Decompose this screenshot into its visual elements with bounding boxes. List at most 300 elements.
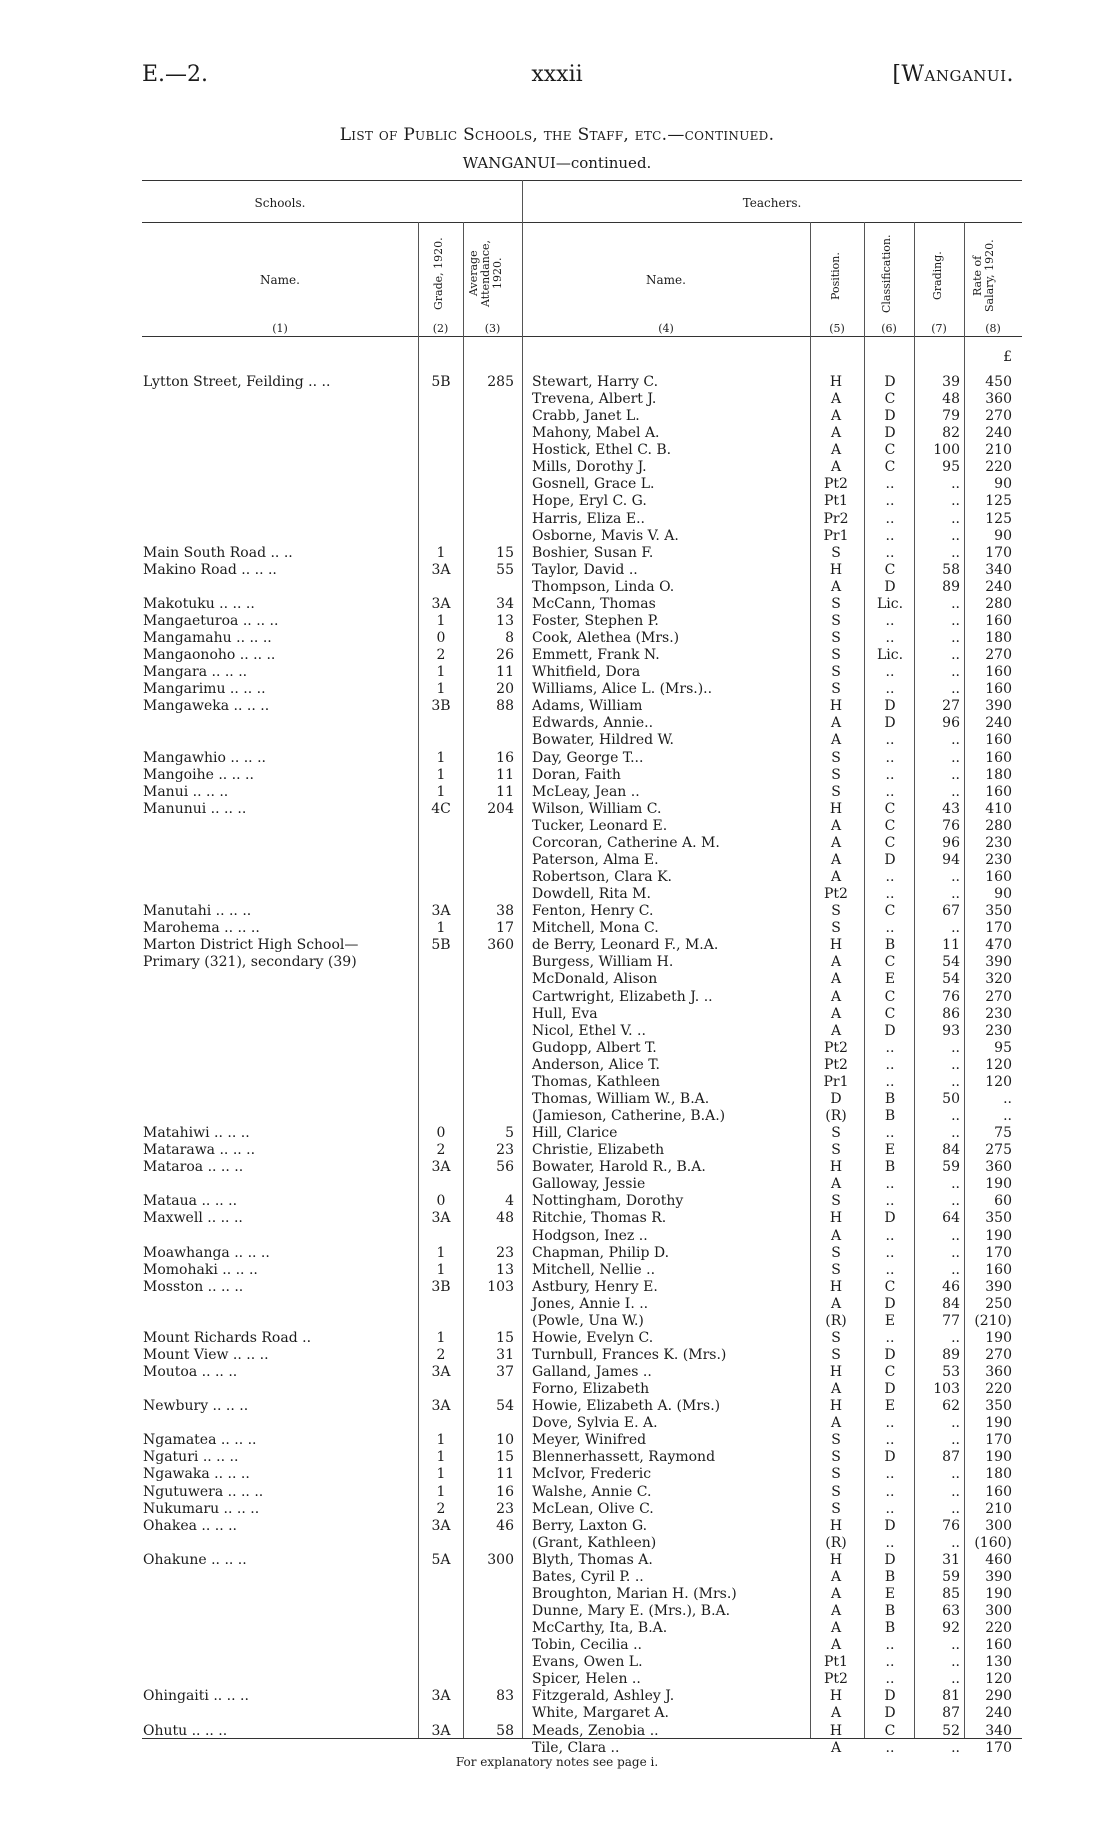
teacher-position: A	[830, 1228, 842, 1244]
teacher-classification: ..	[885, 1484, 895, 1500]
teacher-salary: 90	[994, 886, 1012, 902]
teacher-salary: 170	[985, 545, 1012, 561]
teacher-grading: 94	[942, 852, 960, 868]
teacher-grading: 84	[942, 1142, 960, 1158]
teacher-classification: ..	[885, 1193, 895, 1209]
teacher-grading: ..	[951, 493, 960, 509]
teacher-salary: 270	[985, 1347, 1012, 1363]
school-grade: 3B	[431, 698, 451, 714]
school-attendance: 13	[496, 613, 514, 629]
teacher-salary: 120	[985, 1671, 1012, 1687]
teacher-name: Robertson, Clara K.	[532, 869, 672, 885]
teacher-salary: 160	[985, 681, 1012, 697]
teacher-classification: E	[884, 1398, 896, 1414]
table-row	[0, 1364, 1114, 1381]
table-row	[0, 528, 1114, 545]
teacher-classification: ..	[885, 1262, 895, 1278]
table-row	[0, 1006, 1114, 1023]
teacher-salary: 270	[985, 989, 1012, 1005]
teacher-position: A	[830, 1023, 842, 1039]
table-row	[0, 903, 1114, 920]
teacher-classification: ..	[885, 1228, 895, 1244]
table-row	[0, 1484, 1114, 1501]
teacher-position: A	[830, 1586, 842, 1602]
table-row	[0, 1125, 1114, 1142]
header-bottom-rule	[142, 336, 1022, 337]
school-name: Mount Richards Road ..	[143, 1330, 312, 1346]
teacher-grading: ..	[951, 1654, 960, 1670]
teacher-name: (Grant, Kathleen)	[532, 1535, 657, 1551]
school-attendance: 17	[496, 920, 514, 936]
teacher-salary: 270	[985, 647, 1012, 663]
school-grade: 0	[436, 630, 446, 646]
school-grade: 1	[436, 1262, 446, 1278]
teacher-grading: ..	[951, 528, 960, 544]
teacher-name: Paterson, Alma E.	[532, 852, 659, 868]
teacher-classification: C	[884, 442, 896, 458]
teacher-grading: 59	[942, 1159, 960, 1175]
teacher-position: H	[829, 937, 843, 953]
teacher-salary: 75	[994, 1125, 1012, 1141]
school-attendance: 34	[496, 596, 514, 612]
school-attendance: 4	[505, 1193, 514, 1209]
teacher-position: A	[830, 1006, 842, 1022]
teacher-name: Osborne, Mavis V. A.	[532, 528, 679, 544]
teacher-salary: 360	[985, 391, 1012, 407]
teacher-name: Hill, Clarice	[532, 1125, 618, 1141]
teacher-salary: 170	[985, 920, 1012, 936]
school-name: Nukumaru .. .. ..	[143, 1501, 260, 1517]
table-row	[0, 784, 1114, 801]
table-row	[0, 1432, 1114, 1449]
table-row	[0, 1091, 1114, 1108]
school-name: Ngutuwera .. .. ..	[143, 1484, 264, 1500]
teacher-name: Foster, Stephen P.	[532, 613, 659, 629]
school-grade: 3A	[431, 1398, 451, 1414]
school-attendance: 46	[496, 1518, 514, 1534]
teacher-salary: 410	[985, 801, 1012, 817]
school-grade: 3A	[431, 596, 451, 612]
teacher-classification: B	[884, 1620, 896, 1636]
school-name: Mangaonoho .. .. ..	[143, 647, 276, 663]
school-name: Makotuku .. .. ..	[143, 596, 255, 612]
school-grade: 2	[436, 1142, 446, 1158]
school-grade: 1	[436, 613, 446, 629]
teacher-name: Evans, Owen L.	[532, 1654, 643, 1670]
teacher-name: Mills, Dorothy J.	[532, 459, 647, 475]
school-name: Ohutu .. .. ..	[143, 1723, 228, 1739]
schools-group-header: Schools.	[254, 196, 306, 210]
school-grade: 0	[436, 1125, 446, 1141]
teacher-salary: 60	[994, 1193, 1012, 1209]
teacher-salary: 170	[985, 1740, 1012, 1756]
table-row	[0, 1586, 1114, 1603]
teacher-classification: C	[884, 835, 896, 851]
school-attendance: 56	[496, 1159, 514, 1175]
teacher-salary: 450	[985, 374, 1012, 390]
teacher-name: Berry, Laxton G.	[532, 1518, 648, 1534]
col-number-4: (4)	[658, 322, 674, 335]
table-row	[0, 545, 1114, 562]
teacher-name: Anderson, Alice T.	[532, 1057, 660, 1073]
teacher-grading: ..	[951, 1125, 960, 1141]
school-name: Ohingaiti .. .. ..	[143, 1688, 249, 1704]
teacher-grading: 76	[942, 818, 960, 834]
teacher-grading: 84	[942, 1296, 960, 1312]
teacher-name: Tucker, Leonard E.	[532, 818, 668, 834]
teacher-salary: 190	[985, 1586, 1012, 1602]
teacher-name: White, Margaret A.	[532, 1705, 669, 1721]
teacher-salary: 250	[985, 1296, 1012, 1312]
school-name: Momohaki .. .. ..	[143, 1262, 258, 1278]
teacher-grading: 54	[942, 971, 960, 987]
school-grade: 1	[436, 1245, 446, 1261]
teacher-classification: ..	[885, 1466, 895, 1482]
teacher-classification: D	[884, 1518, 896, 1534]
group-header-rule	[142, 222, 1022, 223]
school-name: Ohakune .. .. ..	[143, 1552, 247, 1568]
teacher-position: A	[830, 989, 842, 1005]
teacher-classification: D	[884, 1210, 896, 1226]
teacher-name: Gudopp, Albert T.	[532, 1040, 657, 1056]
teacher-classification: ..	[885, 1176, 895, 1192]
teacher-grading: ..	[951, 1040, 960, 1056]
teacher-position: S	[831, 664, 841, 680]
teacher-name: Howie, Evelyn C.	[532, 1330, 654, 1346]
teacher-salary: 95	[994, 1040, 1012, 1056]
teacher-position: H	[829, 698, 843, 714]
teacher-name: Wilson, William C.	[532, 801, 662, 817]
teacher-salary: 350	[985, 1210, 1012, 1226]
teacher-classification: ..	[885, 1074, 895, 1090]
teacher-salary: 90	[994, 476, 1012, 492]
teacher-classification: ..	[885, 1245, 895, 1261]
school-grade: 1	[436, 767, 446, 783]
teacher-name: Hope, Eryl C. G.	[532, 493, 647, 509]
teacher-grading: ..	[951, 869, 960, 885]
school-attendance: 31	[496, 1347, 514, 1363]
teacher-salary: 320	[985, 971, 1012, 987]
teacher-position: A	[830, 1705, 842, 1721]
table-row	[0, 664, 1114, 681]
school-name: Mangara .. .. ..	[143, 664, 248, 680]
teacher-salary: 220	[985, 1381, 1012, 1397]
teacher-classification: C	[884, 1006, 896, 1022]
grade-header: Grade, 1920.	[432, 237, 445, 311]
teacher-salary: 300	[985, 1603, 1012, 1619]
page-identifier: E.—2.	[142, 62, 209, 87]
teacher-position: S	[831, 545, 841, 561]
teacher-name: Nottingham, Dorothy	[532, 1193, 684, 1209]
teacher-classification: ..	[885, 681, 895, 697]
teacher-classification: C	[884, 1364, 896, 1380]
teacher-salary: 460	[985, 1552, 1012, 1568]
teacher-name: Adams, William	[532, 698, 643, 714]
teacher-classification: C	[884, 818, 896, 834]
teacher-name: McLeay, Jean ..	[532, 784, 640, 800]
teacher-grading: 76	[942, 989, 960, 1005]
page-number: xxxii	[531, 62, 583, 87]
school-grade: 3A	[431, 1159, 451, 1175]
teacher-classification: ..	[885, 750, 895, 766]
table-row	[0, 1552, 1114, 1569]
teacher-name: Mitchell, Nellie ..	[532, 1262, 656, 1278]
table-row	[0, 1330, 1114, 1347]
table-row	[0, 1023, 1114, 1040]
teacher-classification: ..	[885, 1415, 895, 1431]
teacher-salary: ..	[1003, 1091, 1012, 1107]
table-row	[0, 681, 1114, 698]
teacher-salary: 220	[985, 459, 1012, 475]
teacher-classification: ..	[885, 784, 895, 800]
table-row	[0, 1518, 1114, 1535]
teacher-grading: 31	[942, 1552, 960, 1568]
table-row	[0, 1142, 1114, 1159]
teacher-name: Dove, Sylvia E. A.	[532, 1415, 658, 1431]
school-grade: 1	[436, 1449, 446, 1465]
teacher-grading: ..	[951, 1501, 960, 1517]
teacher-grading: ..	[951, 1057, 960, 1073]
table-row	[0, 1176, 1114, 1193]
teacher-position: Pt2	[824, 476, 848, 492]
teacher-classification: C	[884, 1723, 896, 1739]
teacher-name: Day, George T...	[532, 750, 644, 766]
teacher-grading: 79	[942, 408, 960, 424]
teacher-position: Pt1	[824, 1654, 848, 1670]
teacher-classification: B	[884, 1159, 896, 1175]
table-row	[0, 1398, 1114, 1415]
table-row	[0, 1040, 1114, 1057]
teacher-grading: ..	[951, 1330, 960, 1346]
school-attendance: 55	[496, 562, 514, 578]
teacher-classification: B	[884, 1569, 896, 1585]
teacher-position: A	[830, 732, 842, 748]
teacher-salary: 360	[985, 1364, 1012, 1380]
school-attendance: 5	[505, 1125, 514, 1141]
teacher-position: A	[830, 971, 842, 987]
teacher-position: A	[830, 579, 842, 595]
school-name-header: Name.	[260, 273, 300, 287]
teacher-position: A	[830, 835, 842, 851]
school-attendance: 38	[496, 903, 514, 919]
teacher-name: Thompson, Linda O.	[532, 579, 675, 595]
teacher-grading: 89	[942, 579, 960, 595]
school-grade: 1	[436, 750, 446, 766]
teacher-grading: 52	[942, 1723, 960, 1739]
teacher-salary: 350	[985, 903, 1012, 919]
teacher-classification: C	[884, 562, 896, 578]
teacher-name: Dowdell, Rita M.	[532, 886, 651, 902]
teacher-salary: 170	[985, 1245, 1012, 1261]
table-row	[0, 715, 1114, 732]
teacher-classification: ..	[885, 1654, 895, 1670]
teacher-salary: 280	[985, 818, 1012, 834]
table-row	[0, 442, 1114, 459]
teacher-salary: 240	[985, 715, 1012, 731]
teacher-classification: C	[884, 801, 896, 817]
school-attendance: 11	[496, 784, 514, 800]
school-attendance: 26	[496, 647, 514, 663]
teacher-position: A	[830, 391, 842, 407]
teacher-position: Pt2	[824, 1057, 848, 1073]
teacher-name: Bowater, Hildred W.	[532, 732, 674, 748]
teacher-classification: ..	[885, 613, 895, 629]
school-name: Mataua .. .. ..	[143, 1193, 238, 1209]
table-row	[0, 767, 1114, 784]
school-name: Moutoa .. .. ..	[143, 1364, 238, 1380]
teacher-grading: ..	[951, 613, 960, 629]
teacher-salary: 160	[985, 750, 1012, 766]
teacher-name: Cartwright, Elizabeth J. ..	[532, 989, 713, 1005]
teacher-classification: ..	[885, 1535, 895, 1551]
teacher-salary: 470	[985, 937, 1012, 953]
school-grade: 3A	[431, 903, 451, 919]
teacher-salary: 390	[985, 1569, 1012, 1585]
teacher-grading: 92	[942, 1620, 960, 1636]
teacher-name: Walshe, Annie C.	[532, 1484, 652, 1500]
section-tag: [Wanganui.	[892, 62, 1014, 87]
teacher-classification: D	[884, 1552, 896, 1568]
teacher-grading: 87	[942, 1449, 960, 1465]
table-row	[0, 408, 1114, 425]
teacher-name: Christie, Elizabeth	[532, 1142, 665, 1158]
teacher-position: A	[830, 1415, 842, 1431]
teacher-position: S	[831, 681, 841, 697]
school-grade: 1	[436, 681, 446, 697]
teacher-position: H	[829, 1364, 843, 1380]
teacher-name: Thomas, Kathleen	[532, 1074, 661, 1090]
teacher-salary: 160	[985, 784, 1012, 800]
teacher-classification: C	[884, 989, 896, 1005]
teacher-classification: B	[884, 937, 896, 953]
teacher-position: S	[831, 613, 841, 629]
teacher-grading: 62	[942, 1398, 960, 1414]
teacher-grading: 95	[942, 459, 960, 475]
teacher-position: H	[829, 1723, 843, 1739]
teacher-name: Tobin, Cecilia ..	[532, 1637, 643, 1653]
attendance-header: Average Attendance, 1920.	[467, 239, 504, 307]
teacher-classification: B	[884, 1603, 896, 1619]
teacher-classification: E	[884, 1586, 896, 1602]
teacher-grading: ..	[951, 1671, 960, 1687]
teacher-name: Fitzgerald, Ashley J.	[532, 1688, 675, 1704]
teacher-salary: 190	[985, 1330, 1012, 1346]
school-grade: 3B	[431, 1279, 451, 1295]
table-row	[0, 1347, 1114, 1364]
teacher-classification: C	[884, 954, 896, 970]
teacher-position: A	[830, 1637, 842, 1653]
teachers-group-header: Teachers.	[742, 196, 802, 210]
teacher-classification: ..	[885, 767, 895, 783]
teacher-classification: D	[884, 425, 896, 441]
school-attendance: 23	[496, 1501, 514, 1517]
classification-header: Classification.	[880, 234, 893, 314]
teacher-position: S	[831, 647, 841, 663]
teacher-grading: ..	[951, 784, 960, 800]
school-attendance: 15	[496, 545, 514, 561]
teacher-grading: ..	[951, 630, 960, 646]
table-row	[0, 1296, 1114, 1313]
table-row	[0, 886, 1114, 903]
school-attendance: 23	[496, 1245, 514, 1261]
teacher-grading: ..	[951, 681, 960, 697]
teacher-position: A	[830, 1740, 842, 1756]
school-grade: 1	[436, 1484, 446, 1500]
school-name: Manunui .. .. ..	[143, 801, 247, 817]
table-row	[0, 818, 1114, 835]
teacher-salary: 210	[985, 442, 1012, 458]
teacher-position: A	[830, 1176, 842, 1192]
teacher-classification: ..	[885, 1740, 895, 1756]
school-attendance: 8	[505, 630, 514, 646]
school-attendance: 48	[496, 1210, 514, 1226]
currency-symbol: £	[1003, 349, 1012, 365]
teacher-classification: ..	[885, 493, 895, 509]
teacher-position: A	[830, 715, 842, 731]
teacher-classification: D	[884, 852, 896, 868]
teacher-classification: ..	[885, 886, 895, 902]
teacher-salary: 160	[985, 1262, 1012, 1278]
teacher-classification: E	[884, 1313, 896, 1329]
school-attendance: 88	[496, 698, 514, 714]
teacher-grading: 63	[942, 1603, 960, 1619]
school-name: Ngamatea .. .. ..	[143, 1432, 257, 1448]
teacher-salary: 130	[985, 1654, 1012, 1670]
table-row	[0, 1466, 1114, 1483]
teacher-position: (R)	[825, 1108, 847, 1124]
school-name: Marohema .. .. ..	[143, 920, 260, 936]
teacher-name: Forno, Elizabeth	[532, 1381, 650, 1397]
school-grade: 1	[436, 920, 446, 936]
teacher-position: A	[830, 1620, 842, 1636]
teacher-name: McCarthy, Ita, B.A.	[532, 1620, 668, 1636]
teacher-position: S	[831, 1432, 841, 1448]
teacher-classification: ..	[885, 869, 895, 885]
teacher-name: McIvor, Frederic	[532, 1466, 652, 1482]
teacher-name: (Jamieson, Catherine, B.A.)	[532, 1108, 726, 1124]
teacher-position: A	[830, 1603, 842, 1619]
school-attendance: 15	[496, 1330, 514, 1346]
salary-header: Rate of Salary, 1920.	[971, 239, 996, 313]
table-row	[0, 971, 1114, 988]
table-row	[0, 511, 1114, 528]
teacher-position: S	[831, 1484, 841, 1500]
table-row	[0, 1654, 1114, 1671]
teacher-salary: 240	[985, 425, 1012, 441]
school-name: Mangawhio .. .. ..	[143, 750, 266, 766]
school-attendance: 360	[487, 937, 514, 953]
teacher-position: H	[829, 562, 843, 578]
teacher-grading: ..	[951, 750, 960, 766]
teacher-grading: ..	[951, 664, 960, 680]
table-row	[0, 698, 1114, 715]
school-grade: 2	[436, 1347, 446, 1363]
teacher-position: Pt2	[824, 1040, 848, 1056]
list-title: List of Public Schools, the Staff, etc.—continued.	[339, 125, 775, 145]
teacher-position: S	[831, 1142, 841, 1158]
teacher-classification: C	[884, 391, 896, 407]
teacher-grading: ..	[951, 1176, 960, 1192]
school-attendance: 54	[496, 1398, 514, 1414]
teacher-salary: 340	[985, 562, 1012, 578]
school-grade: 3A	[431, 1688, 451, 1704]
teacher-position: D	[830, 1091, 842, 1107]
teacher-name: Galloway, Jessie	[532, 1176, 646, 1192]
teacher-classification: ..	[885, 1125, 895, 1141]
teacher-name: Turnbull, Frances K. (Mrs.)	[532, 1347, 727, 1363]
teacher-salary: 120	[985, 1074, 1012, 1090]
teacher-grading: 46	[942, 1279, 960, 1295]
